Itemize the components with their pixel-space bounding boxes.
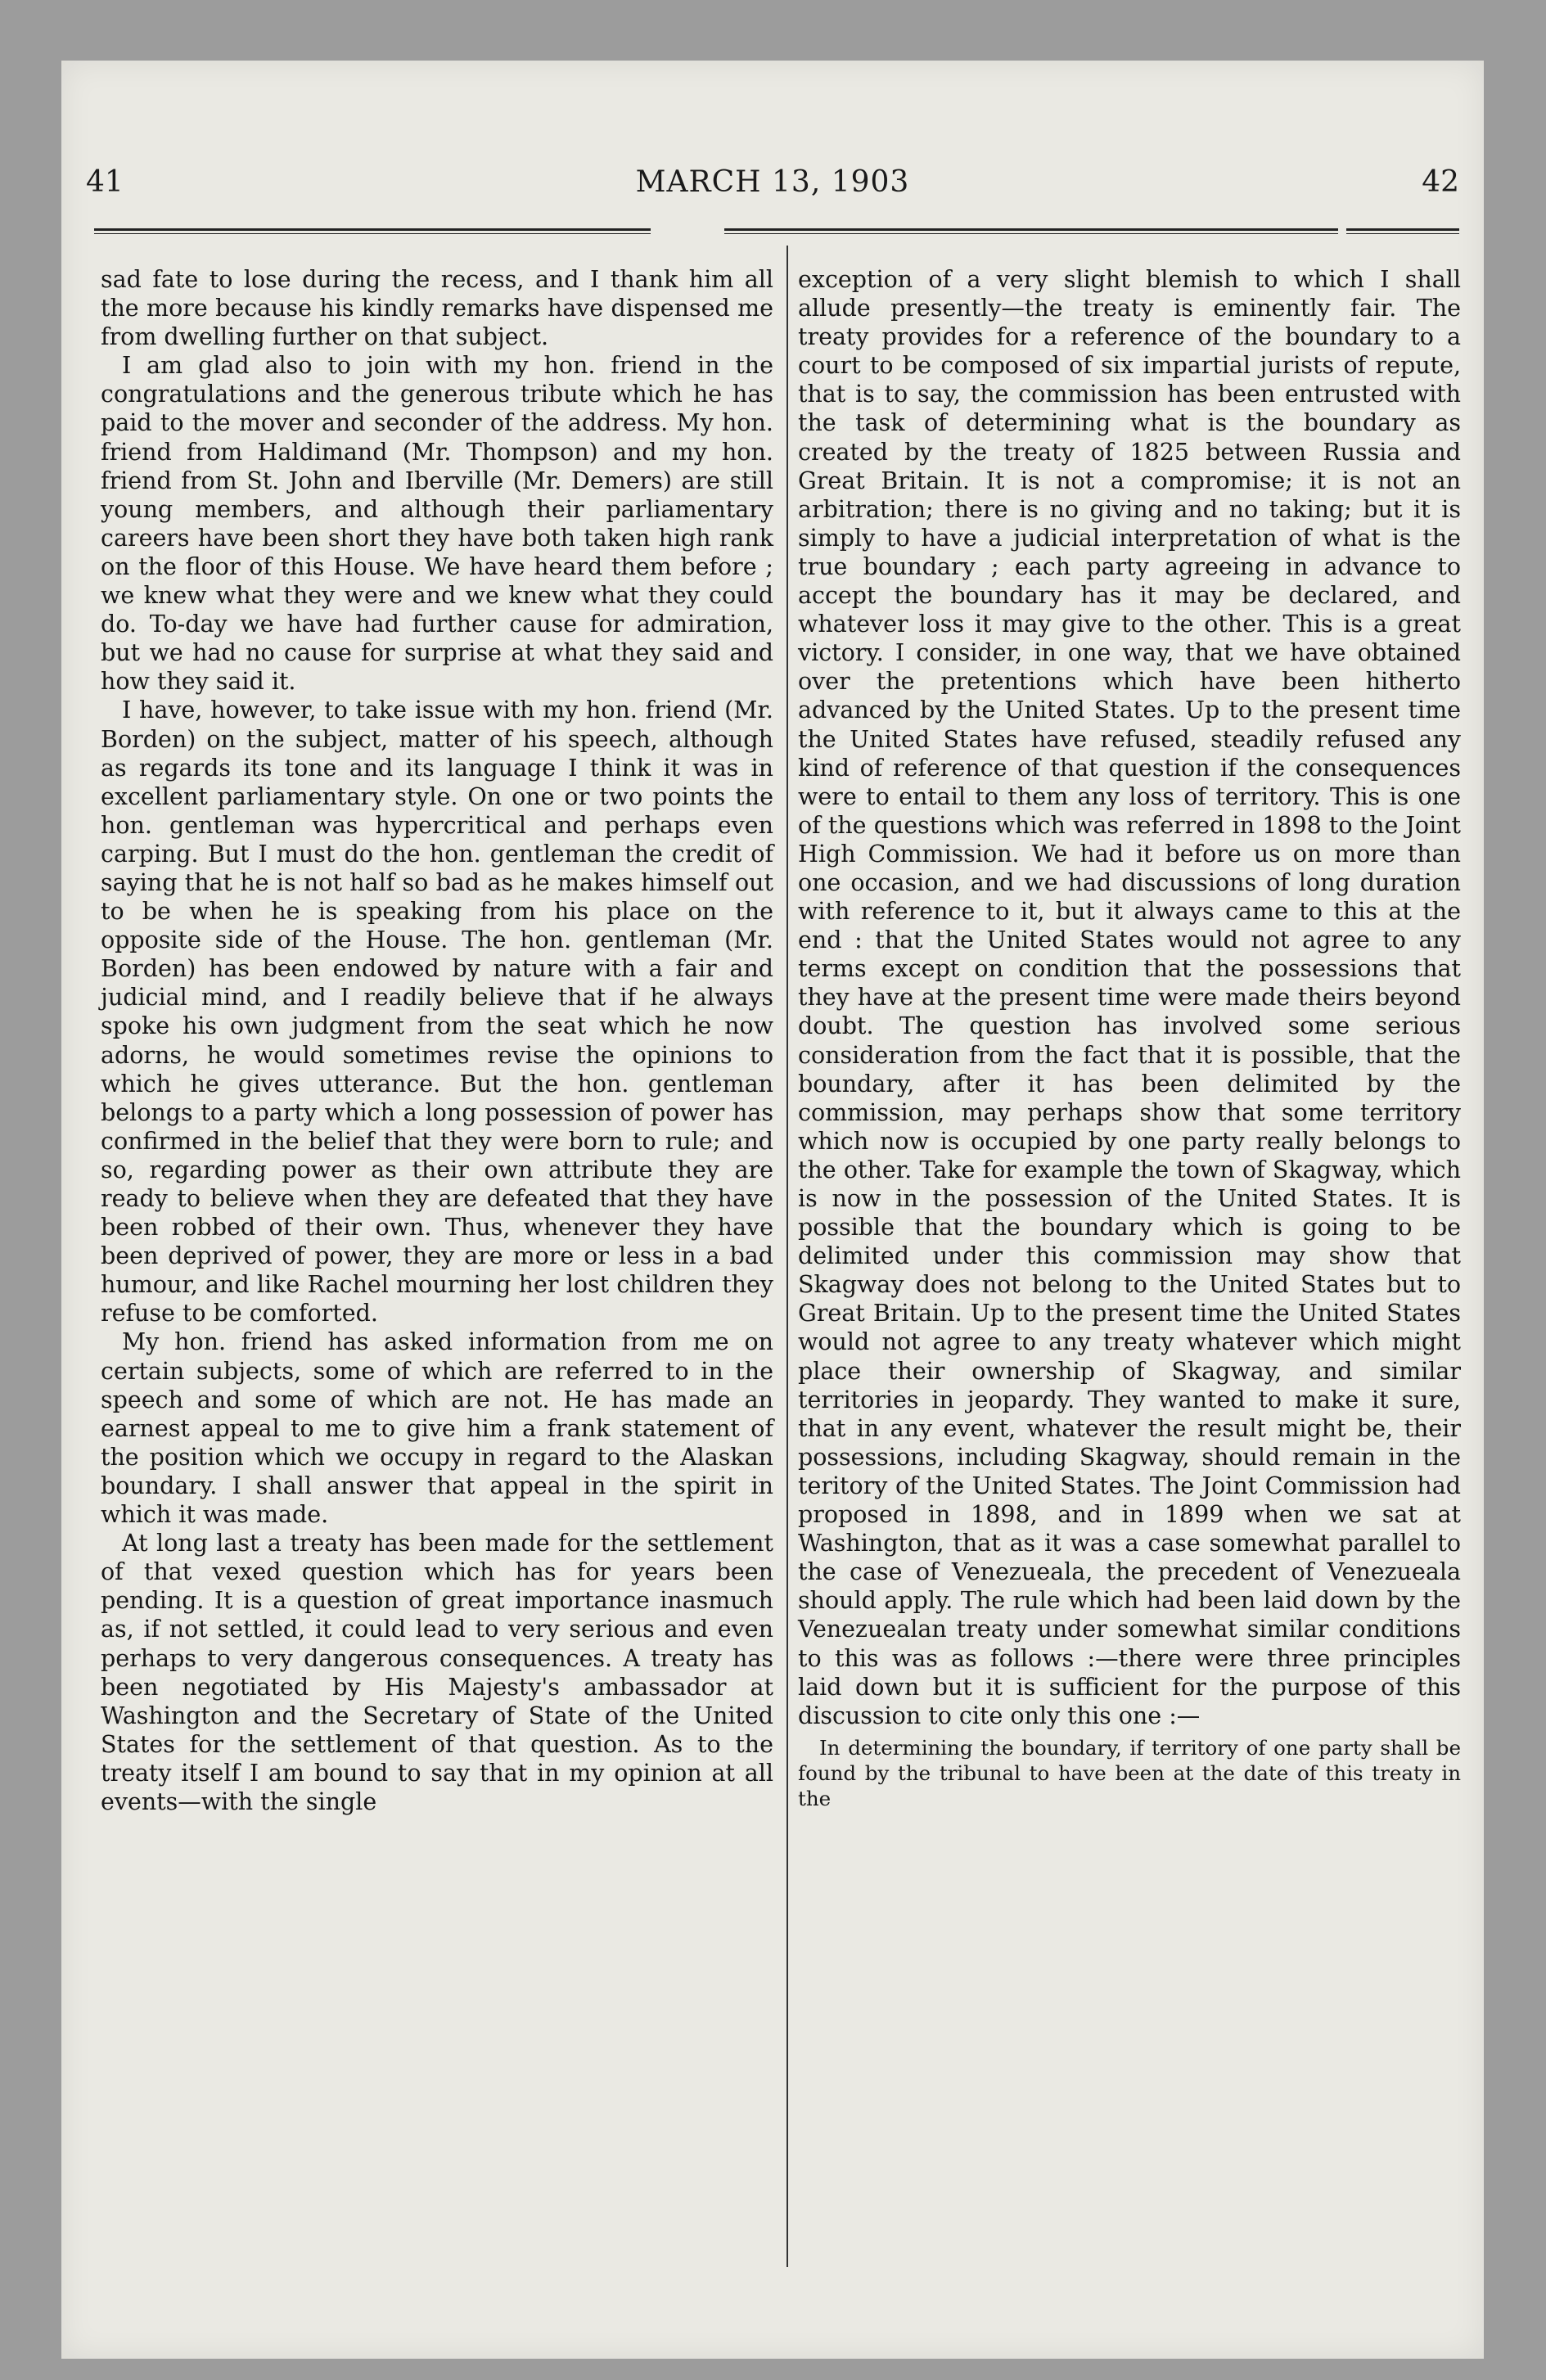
paragraph: I have, however, to take issue with my hon. friend (Mr. Borden) on the subject, matter of his speech, although as regards its tone and its language I think it was in excellent parliamentary style. On one or two points the hon. gentleman was hypercritical and perhaps even carping. But I must do the hon. gentleman the credit of saying that he is not half so bad as he makes himself out to be when he is speaking from his place on the opposite side of the House. The hon. gentleman (Mr. Borden) has been endowed by nature with a fair and judicial mind, and I readily believe that if he always spoke his own judgment from the seat which he now adorns, he would sometimes revise the opinions to which he gives utterance. But the hon. gentleman belongs to a party which a long possession of power has confirmed in the belief that they were born to rule; and so, regarding power as their own attribute they are ready to believe when they are defeated that they have been robbed of their own. Thus, whenever they have been deprived of power, they are more or less in a bad humour, and like Rachel mourning her lost children they refuse to be comforted. xyxy=(101,696,773,1327)
right-column xyxy=(798,265,1461,1811)
paragraph: I am glad also to join with my hon. friend in the congratulations and the generous tribute which he has paid to the mover and seconder of the address. My hon. friend from Haldimand (Mr. Thompson) and my hon. friend from St. John and Iberville (Mr. Demers) are still young members, and although their parliamentary careers have been short they have both taken high rank on the floor of this House. We have heard them before ; we knew what they were and we knew what they could do. To-day we have had further cause for admiration, but we had no cause for surprise at what they said and how they said it. xyxy=(101,352,773,696)
header-rule xyxy=(724,228,1338,234)
page-number-right: 42 xyxy=(1422,165,1459,199)
paragraph: sad fate to lose during the recess, and I thank him all the more because his kindly remarks have dispensed me from dwelling further on that subject. xyxy=(101,266,773,351)
page-sheet xyxy=(61,61,1484,2359)
column-divider xyxy=(787,246,788,2267)
paragraph: At long last a treaty has been made for the settlement of that vexed question which has for years been pending. It is a question of great importance inasmuch as, if not settled, it could lead to very serious and even perhaps to very dangerous consequences. A treaty has been negotiated by His Majesty's ambassador at Washington and the Secretary of State of the United States for the settlement of that question. As to the treaty itself I am bound to say that in my opinion at all events—with the single xyxy=(101,1530,773,1815)
page-number-left: 41 xyxy=(86,165,124,199)
header-rule xyxy=(1346,228,1459,234)
paragraph: My hon. friend has asked information from me on certain subjects, some of which are referred to in the speech and some of which are not. He has made an earnest appeal to me to give him a frank statement of the position which we occupy in regard to the Alaskan boundary. I shall answer that appeal in the spirit in which it was made. xyxy=(101,1328,773,1529)
page-date: MARCH 13, 1903 xyxy=(635,165,910,199)
paragraph: exception of a very slight blemish to which I shall allude presently—the treaty is eminently fair. The treaty provides for a reference of the boundary to a court to be composed of six impartial jurists of repute, that is to say, the commission has been entrusted with the task of determining what is the boundary as created by the treaty of 1825 between Russia and Great Britain. It is not a compromise; it is not an arbitration; there is no giving and no taking; but it is simply to have a judicial interpretation of what is the true boundary ; each party agreeing in advance to accept the boundary has it may be declared, and whatever loss it may give to the other. This is a great victory. I consider, in one way, that we have obtained over the pretentions which have been hitherto advanced by the United States. Up to the present time the United States have refused, steadily refused any kind of reference of that question if the consequences were to entail to them any loss of territory. This is one of the questions which was referred in 1898 to the Joint High Commission. We had it before us on more than one occasion, and we had discussions of long duration with reference to it, but it always came to this at the end : that the United States would not agree to any terms except on condition that the possessions that they have at the present time were made theirs beyond doubt. The question has involved some serious consideration from the fact that it is possible, that the boundary, after it has been delimited by the commission, may perhaps show that some territory which now is occupied by one party really belongs to the other. Take for example the town of Skagway, which is now in the possession of the United States. It is possible that the boundary which is going to be delimited under this commission may show that Skagway does not belong to the United States but to Great Britain. Up to the present time the United States would not agree to any treaty whatever which might place their ownership of Skagway, and similar territories in jeopardy. They wanted to make it sure, that in any event, whatever the result might be, their possessions, including Skagway, should remain in the teritory of the United States. The Joint Commission had proposed in 1898, and in 1899 when we sat at Washington, that as it was a case somewhat parallel to the case of Venezueala, the precedent of Venezueala should apply. The rule which had been laid down by the Venezuealan treaty under somewhat similar conditions to this was as follows :—there were three principles laid down but it is sufficient for the purpose of this discussion to cite only this one :— xyxy=(798,266,1461,1729)
block-quote: In determining the boundary, if territory of one party shall be found by the tribunal to have been at the date of this treaty in the xyxy=(798,1735,1461,1810)
header-rule xyxy=(94,228,651,234)
left-column xyxy=(101,265,773,1816)
page-header xyxy=(86,165,1459,205)
